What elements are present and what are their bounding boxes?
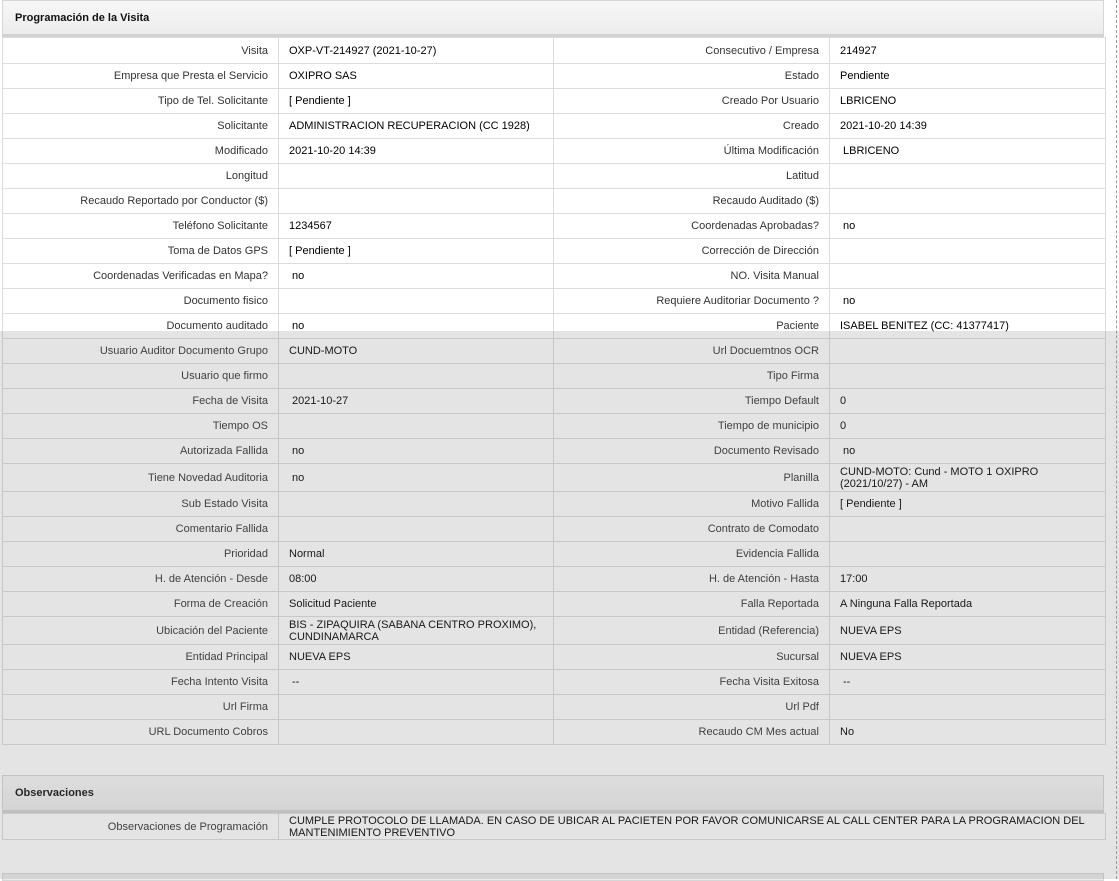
programacion-table — [2, 37, 1106, 745]
field-label: Url Pdf — [554, 695, 830, 720]
field-value: OXP-VT-214927 (2021-10-27) — [279, 38, 554, 64]
field-value: No — [830, 720, 1106, 745]
table-row — [3, 389, 1106, 414]
field-label: Visita — [3, 38, 279, 64]
field-label: Entidad (Referencia) — [554, 617, 830, 645]
field-label: Motivo Fallida — [554, 492, 830, 517]
field-value — [830, 364, 1106, 389]
field-label: Coordenadas Verificadas en Mapa? — [3, 264, 279, 289]
table-row — [3, 114, 1106, 139]
field-label: Fecha Visita Exitosa — [554, 670, 830, 695]
field-label: Paciente — [554, 314, 830, 339]
field-label: Documento Revisado — [554, 439, 830, 464]
field-value — [830, 542, 1106, 567]
field-label: Recaudo CM Mes actual — [554, 720, 830, 745]
table-row — [3, 164, 1106, 189]
field-value — [279, 492, 554, 517]
field-value: Pendiente — [830, 64, 1106, 89]
table-row — [3, 339, 1106, 364]
observaciones-row — [3, 814, 1106, 840]
field-value — [279, 289, 554, 314]
field-value: 1234567 — [279, 214, 554, 239]
field-label: NO. Visita Manual — [554, 264, 830, 289]
field-value: LBRICENO — [830, 89, 1106, 114]
section-header-observaciones — [2, 775, 1104, 813]
field-value: no — [830, 214, 1106, 239]
field-value — [830, 695, 1106, 720]
field-value — [830, 239, 1106, 264]
field-value — [830, 517, 1106, 542]
field-label: Creado Por Usuario — [554, 89, 830, 114]
field-value — [830, 189, 1106, 214]
table-row — [3, 670, 1106, 695]
field-label: Tiempo de municipio — [554, 414, 830, 439]
table-row — [3, 189, 1106, 214]
table-row — [3, 720, 1106, 745]
field-label: Ubicación del Paciente — [3, 617, 279, 645]
field-label: Sub Estado Visita — [3, 492, 279, 517]
field-label: Recaudo Auditado ($) — [554, 189, 830, 214]
field-value — [279, 720, 554, 745]
field-value — [279, 695, 554, 720]
field-value: NUEVA EPS — [830, 645, 1106, 670]
field-label: Falla Reportada — [554, 592, 830, 617]
field-value — [279, 364, 554, 389]
field-value: BIS - ZIPAQUIRA (SABANA CENTRO PROXIMO), CUNDINAMARCA — [279, 617, 554, 645]
table-row — [3, 139, 1106, 164]
field-value: no — [830, 439, 1106, 464]
field-value: 2021-10-20 14:39 — [830, 114, 1106, 139]
field-value: no — [279, 314, 554, 339]
field-label: Url Firma — [3, 695, 279, 720]
field-label: Comentario Fallida — [3, 517, 279, 542]
field-value — [279, 164, 554, 189]
field-label: URL Documento Cobros — [3, 720, 279, 745]
field-label: Prioridad — [3, 542, 279, 567]
field-label: Tiene Novedad Auditoria — [3, 464, 279, 492]
field-value: Normal — [279, 542, 554, 567]
field-value: [ Pendiente ] — [830, 492, 1106, 517]
field-label: Coordenadas Aprobadas? — [554, 214, 830, 239]
observaciones-table — [2, 813, 1106, 840]
field-value — [830, 264, 1106, 289]
next-section-header — [2, 873, 1104, 881]
field-label: Tiempo OS — [3, 414, 279, 439]
field-value — [830, 339, 1106, 364]
field-value: no — [279, 264, 554, 289]
field-label: Empresa que Presta el Servicio — [3, 64, 279, 89]
field-value: 2021-10-20 14:39 — [279, 139, 554, 164]
field-label: Tiempo Default — [554, 389, 830, 414]
table-row — [3, 464, 1106, 492]
field-value: [ Pendiente ] — [279, 89, 554, 114]
table-row — [3, 64, 1106, 89]
table-row — [3, 214, 1106, 239]
field-label: Estado — [554, 64, 830, 89]
field-value: 08:00 — [279, 567, 554, 592]
field-value: OXIPRO SAS — [279, 64, 554, 89]
field-label: Modificado — [3, 139, 279, 164]
field-value — [279, 189, 554, 214]
field-label: Fecha Intento Visita — [3, 670, 279, 695]
table-row — [3, 617, 1106, 645]
field-label: Consecutivo / Empresa — [554, 38, 830, 64]
field-label: Teléfono Solicitante — [3, 214, 279, 239]
field-label: Corrección de Dirección — [554, 239, 830, 264]
field-value: [ Pendiente ] — [279, 239, 554, 264]
table-row — [3, 567, 1106, 592]
field-value: NUEVA EPS — [830, 617, 1106, 645]
field-label: Creado — [554, 114, 830, 139]
field-label: Recaudo Reportado por Conductor ($) — [3, 189, 279, 214]
field-label: Usuario Auditor Documento Grupo — [3, 339, 279, 364]
field-label: Url Docuemtnos OCR — [554, 339, 830, 364]
field-label: H. de Atención - Desde — [3, 567, 279, 592]
field-value: 17:00 — [830, 567, 1106, 592]
field-value: no — [279, 439, 554, 464]
table-row — [3, 38, 1106, 64]
field-value: 0 — [830, 414, 1106, 439]
field-value: LBRICENO — [830, 139, 1106, 164]
field-label: Planilla — [554, 464, 830, 492]
field-value: 0 — [830, 389, 1106, 414]
field-value: -- — [830, 670, 1106, 695]
field-value: -- — [279, 670, 554, 695]
table-row — [3, 289, 1106, 314]
field-label: Observaciones de Programación — [3, 814, 279, 840]
table-row — [3, 542, 1106, 567]
field-value: CUND-MOTO: Cund - MOTO 1 OXIPRO (2021/10/27) - AM — [830, 464, 1106, 492]
section-title-programacion: Programación de la Visita — [15, 11, 150, 24]
table-row — [3, 364, 1106, 389]
field-label: Evidencia Fallida — [554, 542, 830, 567]
field-value: Solicitud Paciente — [279, 592, 554, 617]
field-label: Documento auditado — [3, 314, 279, 339]
section-header-programacion — [2, 0, 1104, 37]
field-value — [279, 414, 554, 439]
field-value: ISABEL BENITEZ (CC: 41377417) — [830, 314, 1106, 339]
field-label: Forma de Creación — [3, 592, 279, 617]
table-row — [3, 492, 1106, 517]
field-label: Longitud — [3, 164, 279, 189]
field-value: NUEVA EPS — [279, 645, 554, 670]
table-row — [3, 314, 1106, 339]
field-label: Última Modificación — [554, 139, 830, 164]
field-label: Fecha de Visita — [3, 389, 279, 414]
field-label: Contrato de Comodato — [554, 517, 830, 542]
field-label: Tipo Firma — [554, 364, 830, 389]
table-row — [3, 264, 1106, 289]
field-label: Latitud — [554, 164, 830, 189]
field-label: Entidad Principal — [3, 645, 279, 670]
field-label: Documento fisico — [3, 289, 279, 314]
table-row — [3, 517, 1106, 542]
field-label: Toma de Datos GPS — [3, 239, 279, 264]
scroll-edge-divider — [1116, 0, 1117, 879]
field-label: Requiere Auditoriar Documento ? — [554, 289, 830, 314]
field-label: H. de Atención - Hasta — [554, 567, 830, 592]
table-row — [3, 439, 1106, 464]
field-value: 214927 — [830, 38, 1106, 64]
field-label: Tipo de Tel. Solicitante — [3, 89, 279, 114]
field-value — [279, 517, 554, 542]
field-value: CUND-MOTO — [279, 339, 554, 364]
field-value: no — [830, 289, 1106, 314]
table-row — [3, 239, 1106, 264]
field-value: ADMINISTRACION RECUPERACION (CC 1928) — [279, 114, 554, 139]
table-row — [3, 89, 1106, 114]
field-label: Autorizada Fallida — [3, 439, 279, 464]
field-value: A Ninguna Falla Reportada — [830, 592, 1106, 617]
field-value: no — [279, 464, 554, 492]
field-value — [830, 164, 1106, 189]
table-row — [3, 414, 1106, 439]
field-value: 2021-10-27 — [279, 389, 554, 414]
field-label: Solicitante — [3, 114, 279, 139]
table-row — [3, 645, 1106, 670]
field-label: Usuario que firmo — [3, 364, 279, 389]
field-label: Sucursal — [554, 645, 830, 670]
table-row — [3, 592, 1106, 617]
section-title-observaciones: Observaciones — [15, 787, 94, 799]
observaciones-value: CUMPLE PROTOCOLO DE LLAMADA. EN CASO DE UBICAR AL PACIETEN POR FAVOR COMUNICARSE AL CALL CENTER PARA LA PROGRAMACION DEL MANTENIMIENTO PREVENTIVO — [279, 814, 1106, 840]
table-row — [3, 695, 1106, 720]
